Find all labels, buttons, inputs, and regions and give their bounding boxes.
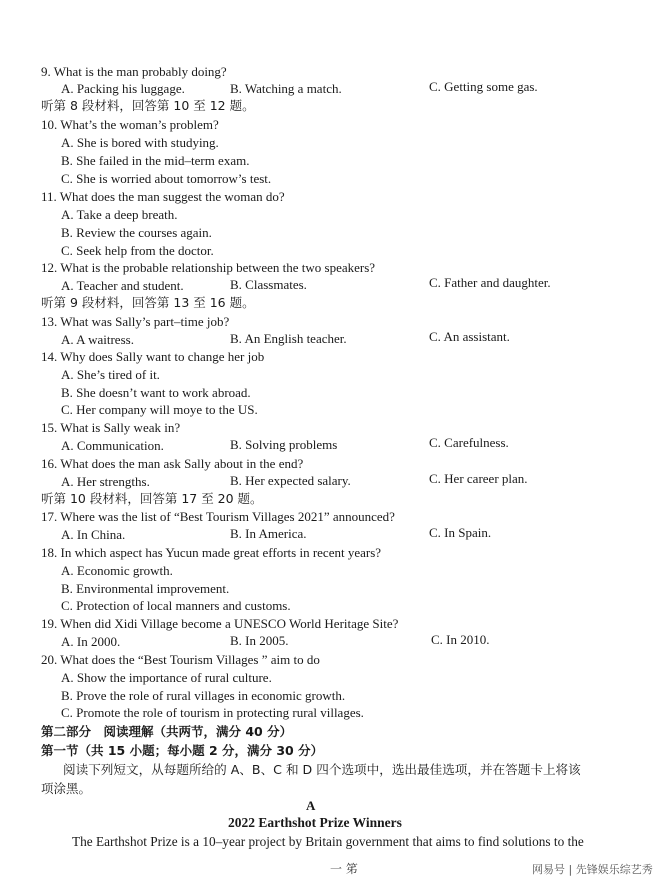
question-10-option-a: A. She is bored with studying.: [61, 135, 219, 150]
question-14-option-b: B. She doesn’t want to work abroad.: [61, 385, 251, 400]
question-11-option-c: C. Seek help from the doctor.: [61, 243, 214, 258]
question-12-option-b: B. Classmates.: [230, 277, 307, 292]
listening-cue-10: 听第 10 段材料，回答第 17 至 20 题。: [41, 491, 263, 506]
question-17-option-b: B. In America.: [230, 526, 307, 541]
question-18-option-b: B. Environmental improvement.: [61, 581, 230, 596]
question-16-option-a: A. Her strengths.: [61, 474, 150, 489]
question-9-option-c: C. Getting some gas.: [429, 79, 538, 94]
question-19-option-c: C. In 2010.: [431, 632, 490, 647]
reading-instruction-line-2: 项涂黑。: [41, 781, 92, 796]
question-20-stem: 20. What does the “Best Tourism Villages ” aim to do: [41, 652, 320, 667]
question-19-option-b: B. In 2005.: [230, 633, 289, 648]
page-number: 一 笫: [330, 862, 358, 876]
section-one-heading: 第一节（共 15 小题；每小题 2 分，满分 30 分）: [41, 743, 324, 758]
question-12-stem: 12. What is the probable relationship between the two speakers?: [41, 260, 376, 275]
question-13-option-a: A. A waitress.: [61, 332, 134, 347]
question-13-option-b: B. An English teacher.: [230, 331, 347, 346]
question-14-option-c: C. Her company will moye to the US.: [61, 402, 258, 417]
question-15-option-c: C. Carefulness.: [429, 435, 509, 450]
question-15-option-a: A. Communication.: [61, 438, 164, 453]
part-two-heading: 第二部分 阅读理解（共两节，满分 40 分）: [41, 724, 293, 739]
question-15-option-b: B. Solving problems: [230, 437, 338, 452]
question-11-option-a: A. Take a deep breath.: [61, 207, 178, 222]
question-9-stem: 9. What is the man probably doing?: [41, 64, 227, 79]
question-10-option-c: C. She is worried about tomorrow’s test.: [61, 171, 272, 186]
question-12-option-a: A. Teacher and student.: [61, 278, 184, 293]
question-18-option-c: C. Protection of local manners and customs.: [61, 598, 291, 613]
listening-cue-8: 听第 8 段材料，回答第 10 至 12 题。: [41, 98, 255, 113]
question-18-stem: 18. In which aspect has Yucun made great efforts in recent years?: [41, 545, 382, 560]
question-11-option-b: B. Review the courses again.: [61, 225, 212, 240]
question-10-stem: 10. What’s the woman’s problem?: [41, 117, 219, 132]
question-20-option-b: B. Prove the role of rural villages in economic growth.: [61, 688, 346, 703]
question-13-option-c: C. An assistant.: [429, 329, 510, 344]
passage-first-line: The Earthshot Prize is a 10–year project by Britain government that aims to find solutions to the: [72, 834, 584, 849]
question-9-option-b: B. Watching a match.: [230, 81, 342, 96]
source-watermark: 网易号 | 先锋娱乐综艺秀: [532, 863, 653, 876]
question-9-option-a: A. Packing his luggage.: [61, 81, 185, 96]
question-14-option-a: A. She’s tired of it.: [61, 367, 160, 382]
question-17-stem: 17. Where was the list of “Best Tourism Villages 2021” announced?: [41, 509, 395, 524]
question-11-stem: 11. What does the man suggest the woman do?: [41, 189, 285, 204]
question-18-option-a: A. Economic growth.: [61, 563, 173, 578]
question-12-option-c: C. Father and daughter.: [429, 275, 551, 290]
question-16-option-b: B. Her expected salary.: [230, 473, 351, 488]
question-17-option-c: C. In Spain.: [429, 525, 492, 540]
listening-cue-9: 听第 9 段材料，回答第 13 至 16 题。: [41, 295, 255, 310]
question-16-option-c: C. Her career plan.: [429, 471, 528, 486]
reading-instruction-line-1: 阅读下列短文，从每题所给的 A、B、C 和 D 四个选项中，选出最佳选项，并在答题卡上将该: [63, 762, 581, 777]
question-20-option-c: C. Promote the role of tourism in protecting rural villages.: [61, 705, 364, 720]
question-10-option-b: B. She failed in the mid–term exam.: [61, 153, 250, 168]
question-13-stem: 13. What was Sally’s part–time job?: [41, 314, 230, 329]
question-17-option-a: A. In China.: [61, 527, 126, 542]
question-14-stem: 14. Why does Sally want to change her job: [41, 349, 265, 364]
question-16-stem: 16. What does the man ask Sally about in the end?: [41, 456, 304, 471]
question-15-stem: 15. What is Sally weak in?: [41, 420, 181, 435]
question-19-stem: 19. When did Xidi Village become a UNESCO World Heritage Site?: [41, 616, 399, 631]
passage-letter: A: [306, 798, 316, 813]
passage-title: 2022 Earthshot Prize Winners: [228, 815, 402, 830]
question-20-option-a: A. Show the importance of rural culture.: [61, 670, 272, 685]
question-19-option-a: A. In 2000.: [61, 634, 121, 649]
